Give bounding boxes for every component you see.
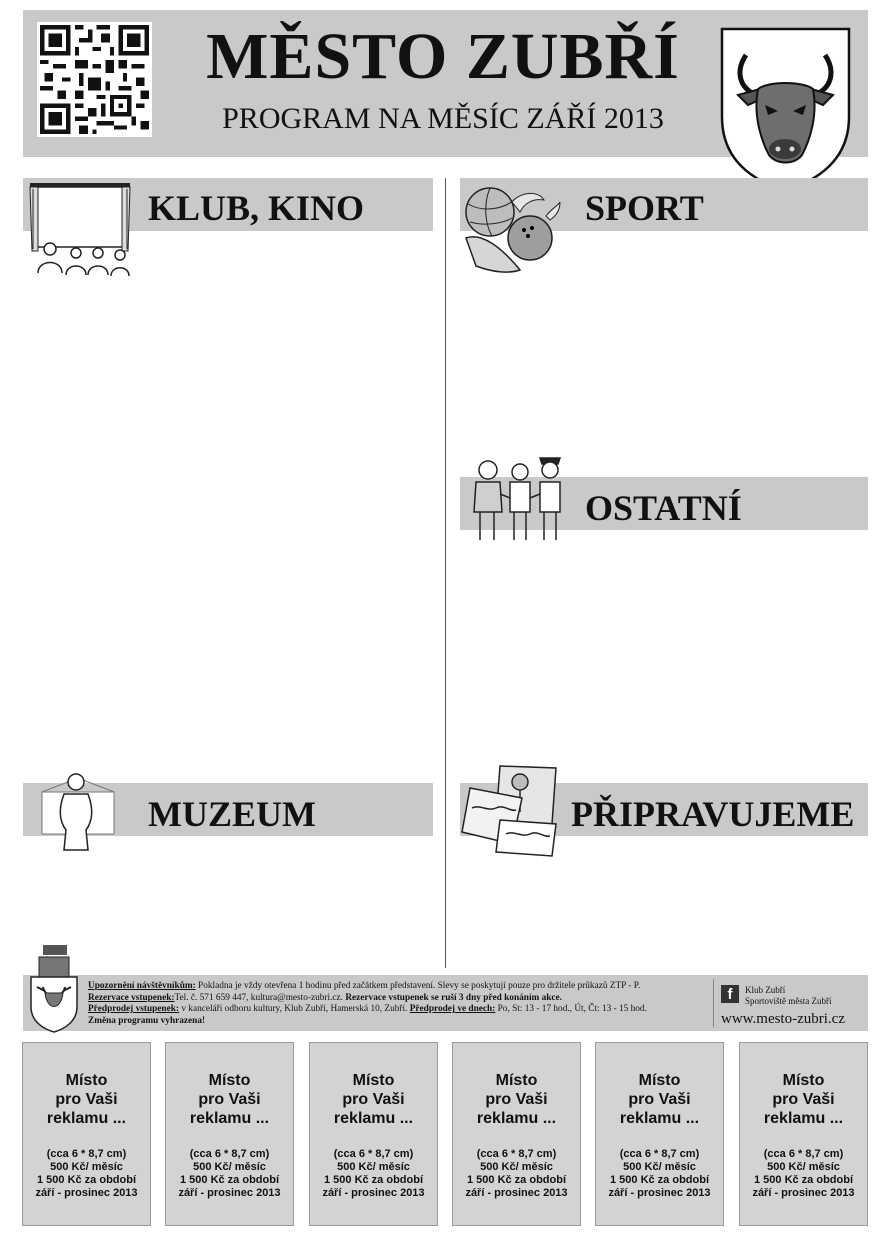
notice-divider xyxy=(713,979,714,1027)
ad-size: (cca 6 * 8,7 cm) xyxy=(476,1148,557,1160)
notice-reservation-text: Tel. č. 571 659 447, kultura@mesto-zubri.cz. xyxy=(174,992,346,1003)
ad-price-period: 1 500 Kč za období xyxy=(753,1174,854,1186)
ad-line: Místo xyxy=(208,1072,251,1089)
ad-line: Místo xyxy=(352,1072,395,1089)
notice-change-reserved: Změna programu vyhrazena! xyxy=(88,1015,206,1026)
ad-size: (cca 6 * 8,7 cm) xyxy=(189,1148,270,1160)
children-group-icon xyxy=(470,452,570,544)
facebook-pages[interactable] xyxy=(745,985,832,1007)
notice-label-presale-days: Předprodej ve dnech: xyxy=(409,1004,496,1015)
crest-logo-icon xyxy=(29,943,79,1033)
ad-line: reklamu ... xyxy=(476,1110,557,1127)
page-subtitle: PROGRAM NA MĚSÍC ZÁŘÍ 2013 xyxy=(222,102,664,135)
website-link[interactable]: www.mesto-zubri.cz xyxy=(721,1011,845,1027)
section-title-klub-kino: KLUB, KINO xyxy=(148,188,365,228)
ad-box xyxy=(595,1042,724,1226)
ad-price-month: 500 Kč/ měsíc xyxy=(193,1161,266,1173)
facebook-icon[interactable]: f xyxy=(721,985,739,1003)
qr-code-icon[interactable] xyxy=(37,22,152,137)
ad-size: (cca 6 * 8,7 cm) xyxy=(46,1148,127,1160)
ad-line: reklamu ... xyxy=(763,1110,844,1127)
sports-balls-icon xyxy=(462,182,562,280)
ad-price-period: 1 500 Kč za období xyxy=(609,1174,710,1186)
ad-box xyxy=(22,1042,151,1226)
notice-label-visitors: Upozornění návštěvníkům: xyxy=(88,981,196,991)
ad-line: reklamu ... xyxy=(333,1110,414,1127)
ad-size: (cca 6 * 8,7 cm) xyxy=(763,1148,844,1160)
museum-statue-icon xyxy=(38,770,118,852)
notice-label-presale: Předprodej vstupenek: xyxy=(88,1004,179,1015)
notice-reservation-bold: Rezervace vstupenek se ruší 3 dny před konáním akce. xyxy=(345,992,562,1003)
ad-price-month: 500 Kč/ měsíc xyxy=(337,1161,410,1173)
ad-price-month: 500 Kč/ měsíc xyxy=(480,1161,553,1173)
notice-label-reservation: Rezervace vstupenek: xyxy=(88,992,175,1003)
notice-presale-text: v kanceláři odboru kultury, Klub Zubří, Hamerská 10, Zubří. xyxy=(179,1004,410,1015)
section-title-pripravujeme: PŘIPRAVUJEME xyxy=(571,794,855,834)
ad-box xyxy=(165,1042,294,1226)
facebook-page-klub[interactable]: Klub Zubří xyxy=(745,985,786,995)
ad-line: Místo xyxy=(65,1072,108,1089)
ad-price-period: 1 500 Kč za období xyxy=(36,1174,137,1186)
ad-line: pro Vaši xyxy=(772,1091,835,1108)
ad-line: pro Vaši xyxy=(342,1091,405,1108)
ad-box xyxy=(452,1042,581,1226)
ad-line: Místo xyxy=(782,1072,825,1089)
ad-line: Místo xyxy=(638,1072,681,1089)
ad-size: (cca 6 * 8,7 cm) xyxy=(333,1148,414,1160)
notice-text xyxy=(88,981,708,1027)
ad-period: září - prosinec 2013 xyxy=(35,1187,138,1199)
ad-period: září - prosinec 2013 xyxy=(322,1187,425,1199)
ad-period: září - prosinec 2013 xyxy=(465,1187,568,1199)
section-title-muzeum: MUZEUM xyxy=(148,794,316,834)
drawings-papers-icon xyxy=(460,764,564,858)
ad-line: reklamu ... xyxy=(189,1110,270,1127)
ad-price-month: 500 Kč/ měsíc xyxy=(767,1161,840,1173)
ad-price-period: 1 500 Kč za období xyxy=(466,1174,567,1186)
ad-line: pro Vaši xyxy=(55,1091,118,1108)
notice-presale-days-text: Po, St: 13 - 17 hod., Út, Čt: 13 - 15 hod. xyxy=(495,1004,647,1015)
ad-price-month: 500 Kč/ měsíc xyxy=(50,1161,123,1173)
ad-line: pro Vaši xyxy=(485,1091,548,1108)
ad-period: září - prosinec 2013 xyxy=(608,1187,711,1199)
ad-period: září - prosinec 2013 xyxy=(752,1187,855,1199)
ad-price-period: 1 500 Kč za období xyxy=(179,1174,280,1186)
column-divider xyxy=(445,178,446,968)
ad-period: září - prosinec 2013 xyxy=(178,1187,281,1199)
ad-line: reklamu ... xyxy=(619,1110,700,1127)
ad-spaces xyxy=(22,1042,868,1226)
ad-size: (cca 6 * 8,7 cm) xyxy=(619,1148,700,1160)
cinema-audience-icon xyxy=(28,181,132,277)
page-title: MĚSTO ZUBŘÍ xyxy=(206,20,680,93)
bull-crest-icon xyxy=(718,25,853,193)
ad-price-period: 1 500 Kč za období xyxy=(323,1174,424,1186)
ad-line: pro Vaši xyxy=(628,1091,691,1108)
section-title-sport: SPORT xyxy=(585,188,704,228)
ad-line: pro Vaši xyxy=(198,1091,261,1108)
notice-visitors-text: Pokladna je vždy otevřena 1 hodinu před začátkem představení. Slevy se poskytují pouze pro držitele průkazů ZTP - P. xyxy=(195,981,641,991)
ad-line: Místo xyxy=(495,1072,538,1089)
section-title-ostatni: OSTATNÍ xyxy=(585,488,742,528)
ad-box xyxy=(309,1042,438,1226)
facebook-page-sport[interactable]: Sportoviště města Zubří xyxy=(745,996,832,1006)
ad-line: reklamu ... xyxy=(46,1110,127,1127)
visitor-notice-bar xyxy=(23,975,868,1031)
ad-box xyxy=(739,1042,868,1226)
ad-price-month: 500 Kč/ měsíc xyxy=(623,1161,696,1173)
